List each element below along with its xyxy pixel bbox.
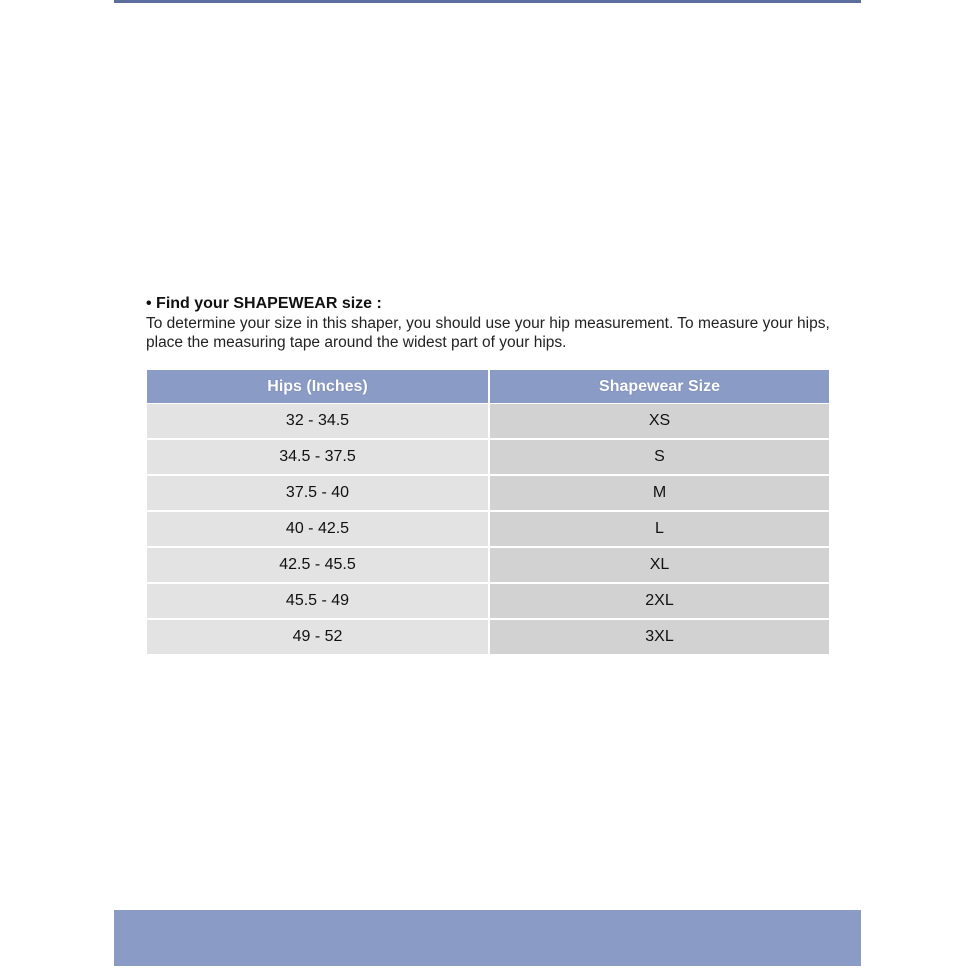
hips-cell: 32 - 34.5 (147, 404, 490, 440)
size-chart-table (147, 370, 829, 654)
size-cell: 3XL (490, 620, 829, 654)
hips-cell: 37.5 - 40 (147, 476, 490, 512)
size-cell: 2XL (490, 584, 829, 620)
footer-band (114, 910, 861, 966)
size-cell: XS (490, 404, 829, 440)
table-row (147, 548, 829, 584)
table-header-row (147, 370, 829, 404)
section-heading: • Find your SHAPEWEAR size : (146, 295, 382, 312)
table-row (147, 440, 829, 476)
table-row (147, 584, 829, 620)
table-row (147, 476, 829, 512)
size-guide-section (146, 294, 830, 352)
hips-cell: 49 - 52 (147, 620, 490, 654)
header-shapewear-size: Shapewear Size (490, 370, 829, 404)
hips-cell: 42.5 - 45.5 (147, 548, 490, 584)
table-row (147, 620, 829, 654)
size-cell: L (490, 512, 829, 548)
hips-cell: 45.5 - 49 (147, 584, 490, 620)
header-hips: Hips (Inches) (147, 370, 490, 404)
size-cell: S (490, 440, 829, 476)
table-row (147, 512, 829, 548)
size-cell: XL (490, 548, 829, 584)
section-intro: To determine your size in this shaper, you should use your hip measurement. To measure your hips, place the measuring tape around the widest part of your hips. (146, 315, 830, 351)
table-row (147, 404, 829, 440)
size-cell: M (490, 476, 829, 512)
top-divider (114, 0, 861, 3)
hips-cell: 34.5 - 37.5 (147, 440, 490, 476)
hips-cell: 40 - 42.5 (147, 512, 490, 548)
